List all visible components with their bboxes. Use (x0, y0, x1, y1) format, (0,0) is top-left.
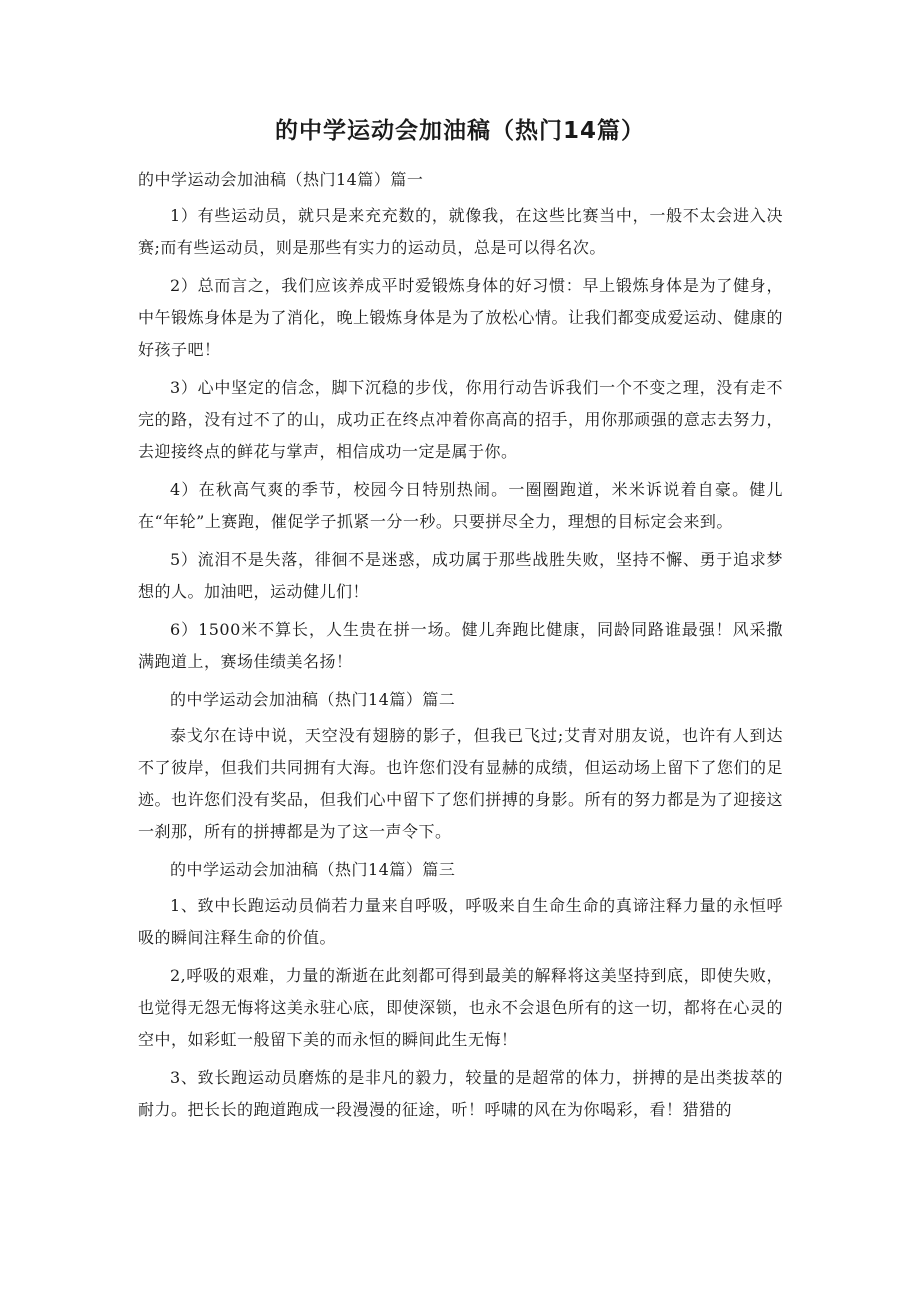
paragraph: 4）在秋高气爽的季节，校园今日特别热闹。一圈圈跑道，米米诉说着自豪。健儿在“年轮”上赛跑，催促学子抓紧一分一秒。只要拼尽全力，理想的目标定会来到。 (138, 480, 783, 531)
document-body (138, 164, 783, 1132)
paragraph: 5）流泪不是失落，徘徊不是迷惑，成功属于那些战胜失败，坚持不懈、勇于追求梦想的人。加油吧，运动健儿们！ (138, 550, 783, 601)
paragraph: 6）1500米不算长，人生贵在拼一场。健儿奔跑比健康，同龄同路谁最强！风采撒满跑道上，赛场佳绩美名扬！ (138, 620, 783, 671)
paragraph: 泰戈尔在诗中说，天空没有翅膀的影子，但我已飞过;艾青对朋友说，也许有人到达不了彼岸，但我们共同拥有大海。也许您们没有显赫的成绩，但运动场上留下了您们的足迹。也许您们没有奖品，但我们心中留下了您们拼搏的身影。所有的努力都是为了迎接这一刹那，所有的拼搏都是为了这一声令下。 (138, 726, 783, 841)
section-heading: 的中学运动会加油稿（热门14篇）篇一 (138, 170, 424, 189)
paragraph: 2,呼吸的艰难，力量的渐逝在此刻都可得到最美的解释将这美坚持到底，即使失败，也觉得无怨无悔将这美永驻心底，即使深锁，也永不会退色所有的这一切，都将在心灵的空中，如彩虹一般留下美的而永恒的瞬间此生无悔！ (138, 966, 783, 1049)
section-heading: 的中学运动会加油稿（热门14篇）篇二 (170, 690, 456, 709)
section-heading: 的中学运动会加油稿（热门14篇）篇三 (170, 860, 456, 879)
document-title: 的中学运动会加油稿（热门14篇） (274, 118, 645, 144)
paragraph: 3、致长跑运动员磨炼的是非凡的毅力，较量的是超常的体力，拼搏的是出类拔萃的耐力。把长长的跑道跑成一段漫漫的征途，听！呼啸的风在为你喝彩，看！猎猎的 (138, 1068, 783, 1119)
paragraph: 1）有些运动员，就只是来充充数的，就像我，在这些比赛当中，一般不太会进入决赛;而有些运动员，则是那些有实力的运动员，总是可以得名次。 (138, 206, 783, 257)
paragraph: 3）心中坚定的信念，脚下沉稳的步伐，你用行动告诉我们一个不变之理，没有走不完的路，没有过不了的山，成功正在终点冲着你高高的招手，用你那顽强的意志去努力，去迎接终点的鲜花与掌声，相信成功一定是属于你。 (138, 378, 783, 461)
paragraph: 1、致中长跑运动员倘若力量来自呼吸，呼吸来自生命生命的真谛注释力量的永恒呼吸的瞬间注释生命的价值。 (138, 896, 783, 947)
paragraph: 2）总而言之，我们应该养成平时爱锻炼身体的好习惯：早上锻炼身体是为了健身，中午锻炼身体是为了消化，晚上锻炼身体是为了放松心情。让我们都变成爱运动、健康的好孩子吧！ (138, 276, 783, 359)
